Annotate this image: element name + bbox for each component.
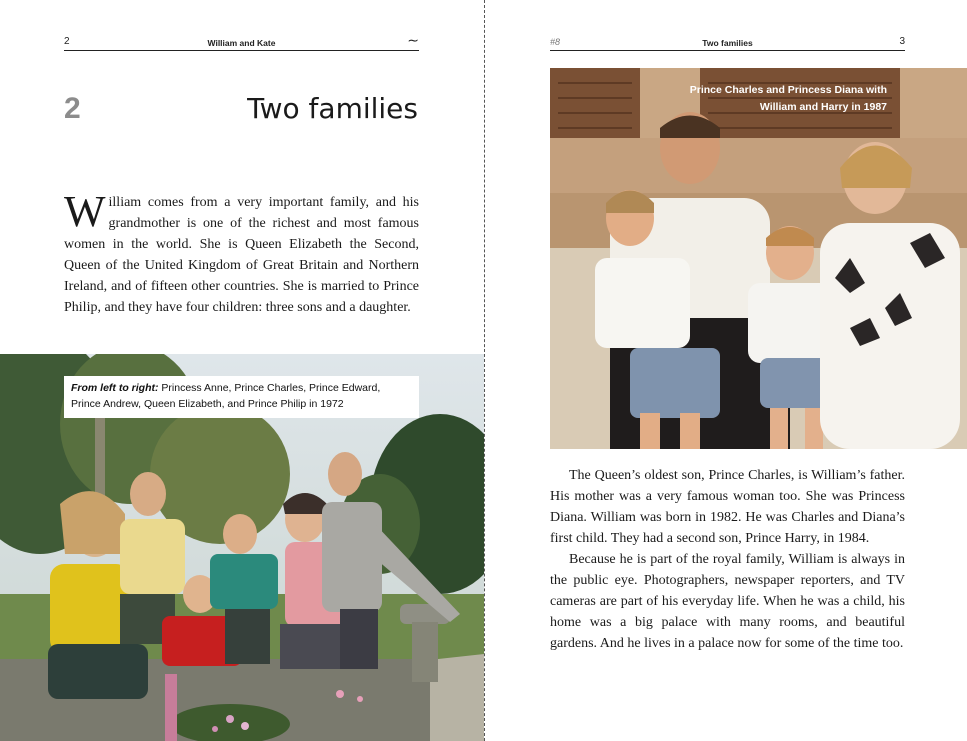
right-body-text: [550, 465, 905, 654]
tilde-ornament-icon: ∼: [407, 32, 419, 48]
intro-text: illiam comes from a very important family, and his grandmother is one of the richest and most famous women in the world. She is Queen Elizabeth the Second, Queen of the United Kingdom of Great Britain and Northern Ireland, and of fifteen other countries. She is married to Prince Philip, and they have four children: three sons and a daughter.: [64, 195, 419, 315]
paragraph-1: The Queen’s oldest son, Prince Charles, is William’s father. His mother was a very famous woman too. She was Princess Diana. William was born in 1982. He was Charles and Diana’s first child. They had a second son, Prince Harry, in 1984.: [550, 468, 905, 546]
caption-lead: From left to right:: [71, 382, 162, 394]
right-page: [486, 0, 967, 741]
chapter-title: Two families: [247, 92, 418, 125]
paragraph-2: Because he is part of the royal family, William is always in the public eye. Photographers, newspaper reporters, and TV cameras are part of his everyday life. When he was a child, his home was a big palace with many rooms, and beautiful gardens. And he lives in a palace now for some of the time too.: [550, 552, 905, 651]
family-photo-illustration-right: [550, 68, 967, 449]
running-head-left: [64, 32, 419, 51]
running-title-left: William and Kate: [207, 38, 276, 48]
corner-mark: #8: [550, 37, 561, 47]
page-number-right: 3: [899, 36, 905, 47]
page-gutter: [484, 0, 485, 741]
intro-paragraph: [64, 187, 419, 318]
charles-diana-1987-photo: [550, 68, 967, 449]
page-number-left: 2: [64, 36, 70, 47]
drop-cap: W: [64, 187, 106, 236]
photo-caption-right: Prince Charles and Princess Diana with William and Harry in 1987: [689, 84, 887, 113]
running-title-right: Two families: [702, 38, 753, 48]
chapter-number: 2: [64, 92, 81, 125]
caption-text: Princess Anne, Prince Charles, Prince Edward, Prince Andrew, Queen Elizabeth, and Prince Philip in 1972: [71, 382, 381, 410]
photo-caption-left: [64, 376, 419, 418]
running-head-right: [550, 36, 905, 51]
